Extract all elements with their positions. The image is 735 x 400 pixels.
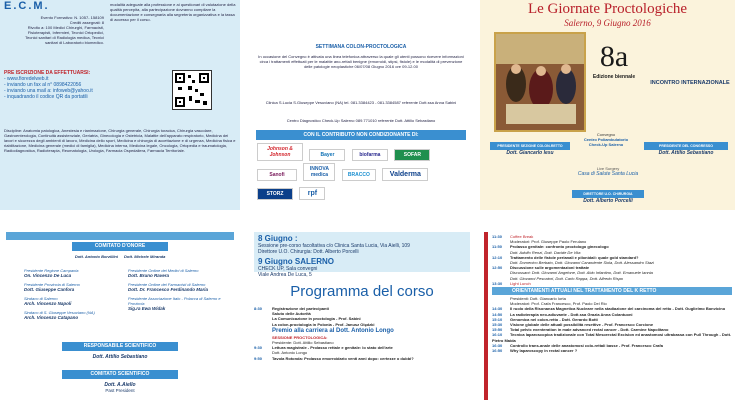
panel-programma [248, 232, 474, 400]
item-text: Dott. Giovanni Pescatori, Dott. Carlo Rappa, Dott. Alfredo Rispo [510, 275, 624, 281]
item-text: SESSIONE PROCTOLOGICA: [272, 334, 328, 340]
programma-continued-list [492, 234, 732, 400]
item-text: Dott. Adolfo Renzi, Dott. Davide De Vita [510, 249, 581, 255]
sponsor-logo: INNOVA medica [303, 163, 335, 181]
item-text: Moderatori: Prof. Crafa Francesco, Prof. Paolo Del Rio [510, 301, 607, 307]
sponsor-logo: biofarma [352, 149, 388, 161]
discipline-text: Discipline: Anatomia patologica, Anestesia e rianimazione, Chirurgia generale, Chirurgia toracica, Chirurgia vascolare, Gastroenterologia, Continuità assistenziale, Geriatria, Ginecologia e Ostetricia, Malattie dell'apparato respiratorio, Medicina dei lavori e sicurezza degli ambienti di lavoro, Medicina dello sport, Medicina e chirurgia di accettazione e di urgenza, Medicina fisica e riabilitazione, Medicina generale (medici di famiglia), Medicina interna, Medicina legale, Oncologia, Ortopedia e traumatologia, Radiodiagnostica, Radioterapia, Reumatologia, Urologia, Farmacia Ospedaliera, Farmacia Territoriale. [4, 128, 236, 153]
honor-name: Arch. Vincenzo Catapano [24, 315, 79, 320]
member-name: Dott. A.Aiello [104, 382, 136, 388]
item-text: Lettura magistrale - Prolasso rettale e genitale: lo stato dell'arte [272, 345, 393, 351]
section-header [492, 287, 732, 295]
settimana-block [258, 44, 464, 94]
honor-item [128, 268, 234, 278]
item-text: Registrazione dei partecipanti [272, 306, 329, 311]
incontro-label: INCONTRO INTERNAZIONALE [650, 80, 730, 86]
presidente2-label: PRESIDENTE DEL CONGRESSO [644, 142, 728, 150]
honor-role: Sindaco di Salerno [24, 296, 58, 301]
honor-name: Dott. Bruno Ravera [128, 273, 170, 278]
edition-label: Edizione biennale [592, 74, 636, 80]
item-time: 8:30 [254, 306, 263, 311]
iscrizione-web[interactable]: - www.fioredelweb.it [4, 76, 49, 82]
centro-line: Centro Diagnostico Check-Up Salerno 089.771010 referente Dott. Attilio Sebastiano [286, 118, 436, 123]
edition-number: 8a [599, 40, 629, 73]
item-time: 15:50 [492, 327, 503, 333]
ecm-line: Crediti assegnati: 8 [69, 20, 104, 25]
item-text: Why laparoscopy in rectal cancer ? [510, 348, 578, 354]
edition-block [590, 40, 638, 110]
presidente-block [490, 142, 570, 160]
honor-top-left-name: Dott. Antonio Borzillini [74, 254, 118, 259]
item-text: Controllo trans-anale delle anastomosi colo-rettali basse - Prof. Francesco Crafa [510, 342, 663, 348]
item-text: Dott. Domenico Berbato, Dott. Giovanni Carandente Siola, Dott. Alessandro Stazi [510, 260, 654, 266]
panel-comitato [0, 232, 240, 400]
santa-lucia-block [576, 166, 640, 190]
item-text: ORIENTAMENTI ATTUALI NEL TRATTAMENTO DEL K RETTO [512, 288, 657, 295]
cover-title: Le Giornate Proctologiche [527, 1, 688, 17]
settimana-text: In occasione del Convegno è attivata una linea telefonica attraverso la quale gli utenti possono ricevere informazioni circa i trattamenti effettuati per le malattie ano-rettali benigne (emorroidi, stipsi, fistole) e le modalità di prevenzione delle patologie neoplastiche 06/07/08 Giugno 2016 ore 09-12.00 [258, 54, 464, 69]
item-time: 9:30 [254, 345, 263, 351]
date2-line1: CHECK UP, Sala convegni [258, 266, 318, 272]
ecm-line: Fisioterapisti, Infermieri, Tecnici Ortopedici, [27, 30, 104, 35]
item-time: 11:30 [492, 234, 503, 239]
item-text: Discussant: Dott. Giovanni Angelone, Dott. Aldo Infantino, Dott. Emanuele Iannia [510, 270, 653, 276]
honor-role: Presidente Provincia di Salerno [24, 282, 80, 287]
member-role: Past President [105, 388, 135, 393]
honor-top-right [124, 254, 232, 266]
comitato-scientifico-member [62, 382, 178, 398]
surgery-label: Live Surgery [596, 166, 620, 171]
settimana-title: SETTIMANA COLON-PROCTOLOGICA [315, 44, 407, 50]
presidente2-block [644, 142, 728, 160]
top-bar [6, 232, 234, 240]
item-text: Il ruolo della Risonanza Magnetica Nucleare nella stadiazione del carcinoma del retto - Dott. Guglielmo Bonvicino [510, 306, 726, 312]
presidente-label: PRESIDENTE SEZIONE COLON-RETTO [490, 142, 570, 150]
sponsor-logo: Bayer [309, 149, 345, 161]
item-time: 16:50 [492, 348, 503, 354]
honor-item [128, 282, 234, 292]
item-time: 15:30 [492, 322, 503, 328]
panel-cover [480, 0, 735, 210]
honor-role: Presidente Regione Campania [24, 268, 79, 273]
item-text: Presidente: Dott. Attilio Sebastiano [272, 340, 334, 346]
honor-top-right-name: Dott. Michele Miranda [124, 254, 166, 259]
direttore-block [572, 190, 644, 208]
honor-item [24, 310, 120, 320]
programma-title: Programma del corso [290, 283, 434, 300]
sponsor-logo: rpf [299, 187, 325, 200]
comitato-scientifico-title: COMITATO SCIENTIFICO [62, 370, 178, 379]
ecm-lines [4, 15, 104, 45]
honors-right-list [128, 268, 234, 332]
item-text: Genomica nel colon-retto - Dott. Gerardo Botti [510, 316, 598, 322]
item-time: 16:10 [492, 332, 503, 338]
dates-box [254, 232, 470, 272]
item-time: 15:10 [492, 316, 503, 322]
honor-item [128, 296, 234, 311]
programma-list [254, 306, 470, 400]
iscrizione-title: PRE ISCRIZIONE DA EFFETTUARSI: [4, 70, 91, 76]
sponsor-logo: Johnson & Johnson [257, 143, 303, 161]
side-accent [484, 232, 488, 400]
presidente-name: Dott. Giancarlo Iesu [506, 150, 554, 156]
honor-top-left [10, 254, 118, 266]
item-text: La Comunicazione in proctologia - Prof. Sabini [272, 316, 361, 322]
honor-item [24, 282, 120, 292]
item-text: Tavola Rotonda: Prolasso emorroidario venti anni dopo: certezze o dubbi? [272, 355, 414, 361]
item-time: 12:50 [492, 265, 503, 271]
item-text: La radioterapia neo-adiuvante - Dott.ssa Grazia Anna Colantuoni [510, 311, 633, 317]
date1-line1: Sessione pre-corso facoltativa c/o Clinica Santa Lucia, Via Aielli, 109 [258, 243, 410, 249]
sponsor-logo: BRACCO [342, 169, 376, 181]
iscrizione-block [4, 70, 154, 120]
convegno-label: Convegno [596, 132, 616, 137]
item-text: Moderatori: Prof. Giuseppe Paolo Ferulano [510, 239, 587, 245]
honor-name: Arch. Vincenzo Napoli [24, 301, 72, 306]
iscrizione-mail[interactable]: - inviando una mail a: infoweb@yahoo.it [4, 88, 93, 94]
contributo-title: CON IL CONTRIBUTO NON CONDIZIONANTE DI: [256, 130, 466, 140]
honor-role: Presidente Ordine dei Medici di Salerno [128, 268, 199, 273]
ecm-line: sanitari di Laboratorio biomedico. [45, 40, 104, 45]
list-item [492, 281, 732, 286]
honor-name: Dott. Dr. Francesco Ferdinando Maria [128, 287, 209, 292]
comitato-onore-title: COMITATO D'ONORE [72, 242, 168, 251]
item-text: Saluto delle Autorità [272, 311, 311, 317]
item-time: 12:10 [492, 254, 503, 260]
date2: 9 Giugno SALERNO [258, 257, 334, 266]
honor-item [24, 268, 120, 278]
convegno-block [578, 132, 634, 162]
ecm-line: Evento Formativo: N. 1057- 158109 [40, 15, 104, 20]
item-time: 11:50 [492, 244, 503, 250]
convegno-org: Centro Poliambulatorio Check-Up Salerno [583, 137, 629, 147]
ecm-title: E.C.M. [4, 0, 50, 12]
item-text: Visione globale delle attuali possibilità resettive - Prof. Francesco Corcione [510, 322, 654, 328]
honor-role: Presidente Associazione Italo - Polacca di Salerno e Provincia [128, 296, 221, 306]
date1: 8 Giugno : [258, 234, 298, 243]
sponsor-logo: STORZ [257, 188, 293, 200]
item-text: Coffee Break [510, 234, 534, 239]
ecm-block [4, 0, 104, 56]
panel-ecm [0, 0, 240, 210]
iscrizione-fax: - inviando un fax al n° 0898422056 [4, 82, 82, 88]
responsabile-title: RESPONSABILE SCIENTIFICO [62, 342, 178, 351]
ecm-description: modalità adeguate alla professione e ai questionari di valutazione della qualità percepita, alla partecipazione dovranno compilare la documentazione e consegnarla alla segreteria organizzativa e la tassa di accesso per il corso. [110, 2, 236, 22]
item-text: Tecnica laparoscopica tradizionale con Total Mesorectal Excision ed anastomosi ultrabassa con Pull Through - Dott. Pietro Maida [492, 332, 732, 343]
sponsor-logo: SOFAR [394, 149, 430, 161]
item-text: Premio alla carriera al Dott. Antonio Longo [272, 327, 394, 334]
item-time: 14:30 [492, 306, 503, 312]
panel-programma-continued [480, 232, 735, 400]
panel-settimana [248, 0, 474, 210]
item-text: Prolasso genitale: confronto proctologo ginecologo [510, 244, 609, 250]
cover-subtitle: Salerno, 9 Giugno 2016 [564, 18, 651, 28]
item-time: 13:30 [492, 280, 503, 286]
qr-code-icon [172, 70, 212, 110]
honor-name: Dott. Giuseppe Canfora [24, 287, 75, 292]
presidente2-name: Dott. Attilio Sebastiano [658, 150, 714, 156]
list-item [492, 332, 732, 342]
item-text: La colon-proctologia in Polonia - Prof. Janusz Olędzki [272, 321, 375, 327]
honor-item [24, 296, 120, 306]
honor-name: On. Vincenzo De Luca [24, 273, 72, 278]
ecm-line: Tecnici sanitari di Radiologia medica, Tecnici [25, 35, 104, 40]
list-item [254, 356, 470, 361]
sponsor-logos [256, 142, 466, 206]
item-time: 14:50 [492, 311, 503, 317]
item-text: Total pelvic exenteration in male advanced rectal cancer - Dott. Carmine Napolitano [510, 327, 669, 333]
ecm-line: Rivolto a: 100 Medici Chirurghi, Farmacisti, [27, 25, 104, 30]
date2-line2: Viale Andrea De Luca, 5 [258, 272, 312, 278]
date1-line2: Direttore U.O. Chirurgia: Dott. Alberto Porcelli [258, 249, 359, 255]
honor-name: Sig.ra Ewa Widak [128, 306, 166, 311]
item-text: Dott. Antonio Longo [272, 350, 308, 356]
painting-image [494, 32, 586, 132]
clinica-line: Clinica S.Lucia S.Giuseppe Vesuviano (NA) tel. 081.3384423 - 081.3384587 referente Dott.ssa Anna Sabini [265, 100, 457, 105]
list-item [492, 348, 732, 353]
item-text: Trattamento delle fistole perianali e pilonidali: quale gold standard? [510, 254, 639, 260]
item-text: Discussione sulle argomentazioni trattate [510, 265, 590, 271]
item-text: Presidenti: Dott. Giancarlo Iorta [510, 296, 566, 302]
item-text: Light Lunch [510, 280, 531, 286]
direttore-label: DIRETTORE U.O. CHIRURGIA [572, 190, 644, 198]
sponsor-logo: Valderma [382, 168, 428, 181]
honors-left-list [24, 268, 120, 332]
honor-role: Sindaco di S. Giuseppe Vesuviano (NA) [24, 310, 95, 315]
iscrizione-qr: - inquadrando il codice QR da portatili [4, 94, 88, 100]
responsabile-name: Dott. Attilio Sebastiano [92, 354, 148, 360]
direttore-name: Dott. Alberto Porcelli [583, 198, 633, 204]
sponsor-logo: Sanofi [257, 169, 297, 181]
item-time: 9:50 [254, 355, 263, 361]
honor-role: Presidente Ordine dei Farmacisti di Salerno [128, 282, 206, 287]
item-time: 16:30 [492, 342, 503, 348]
santa-lucia-label: Casa di Salute Santa Lucia [577, 171, 639, 177]
list-item [254, 327, 470, 335]
